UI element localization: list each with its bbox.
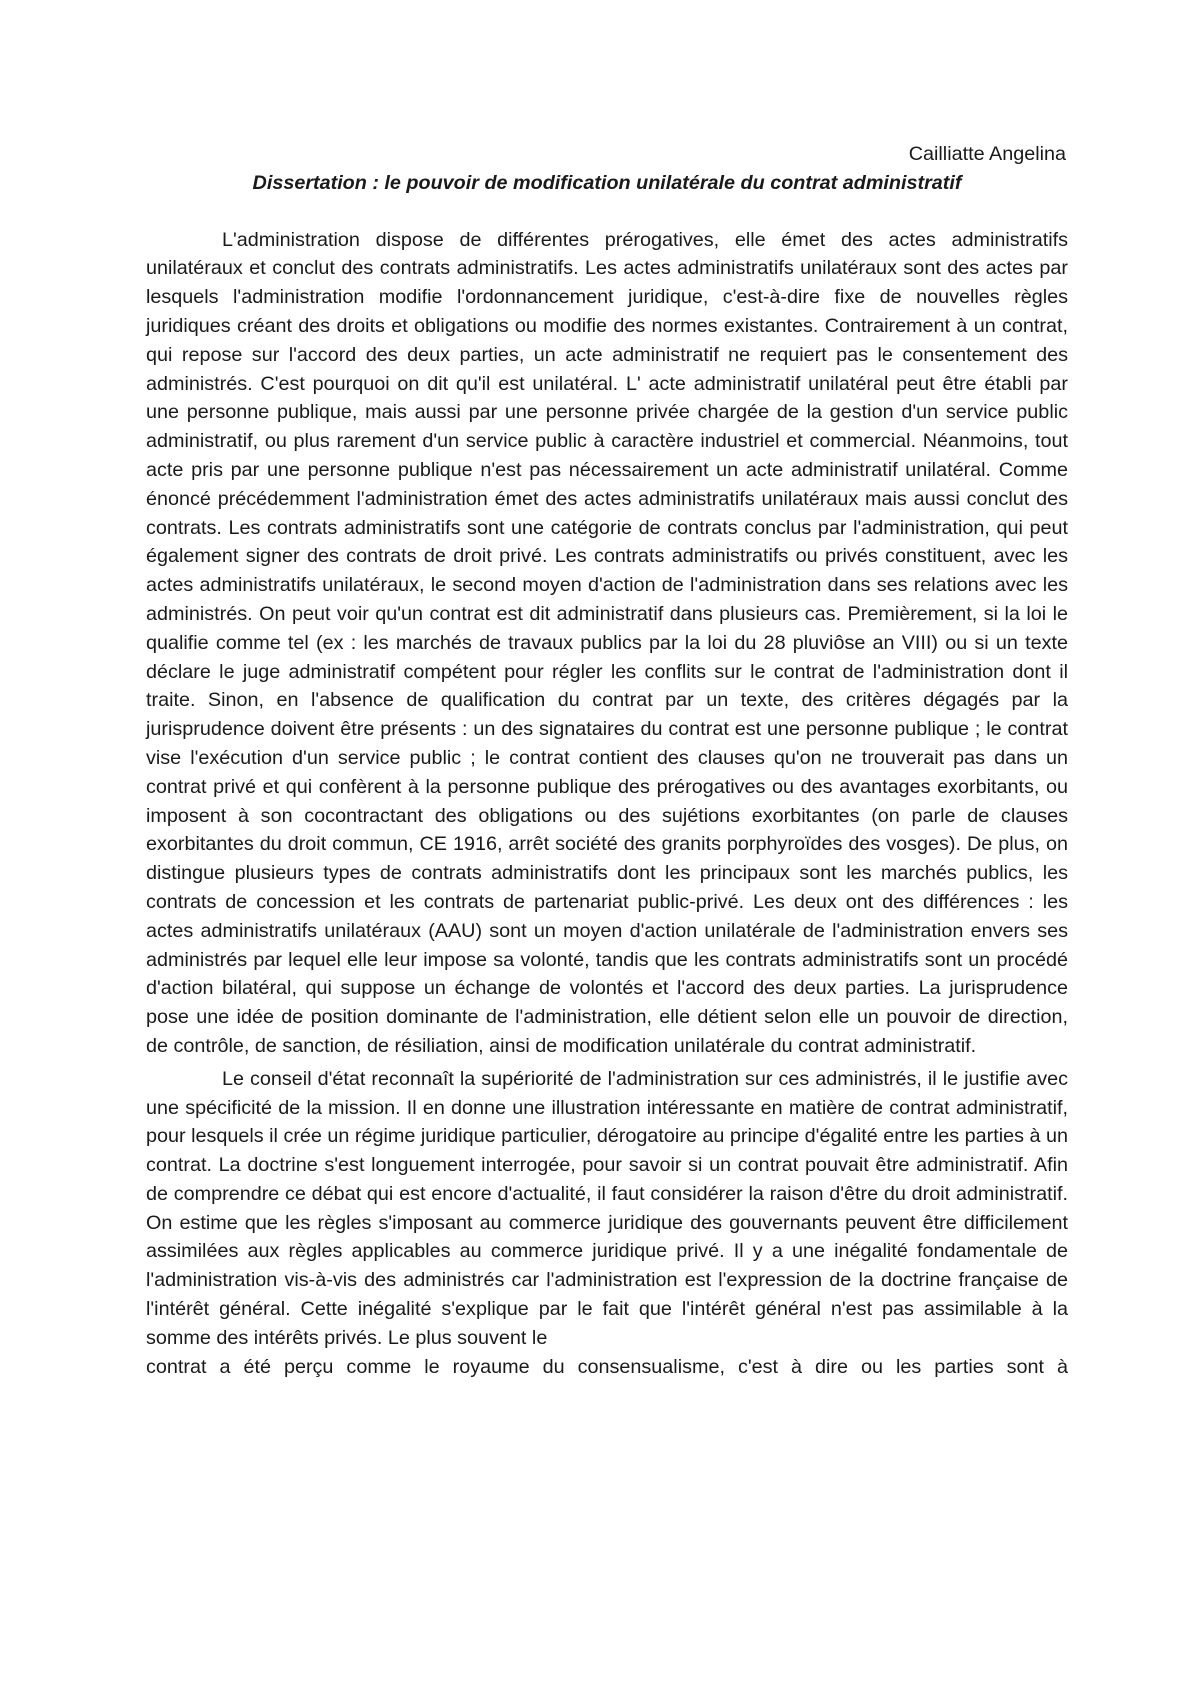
paragraph-continuation: contrat a été perçu comme le royaume du consensualisme, c'est à dire ou les parties sont à (146, 1355, 1068, 1378)
author-name: Cailliatte Angelina (908, 143, 1066, 165)
paragraph-conseil-etat: Le conseil d'état reconnaît la supériorité de l'administration sur ces administrés, il le justifie avec une spécificité de la mission. Il en donne une illustration intéressante en matière de contrat administratif, pour lesquels il crée un régime juridique particulier, dérogatoire au principe d'égalité entre les parties à un contrat. La doctrine s'est longuement interrogée, pour savoir si un contrat pouvait être administratif. Afin de comprendre ce débat qui est encore d'actualité, il faut considérer la raison d'être du droit administratif. On estime que les règles s'imposant au commerce juridique des gouvernants peuvent être difficilement assimilées aux règles applicables au commerce juridique privé. Il y a une inégalité fondamentale de l'administration vis-à-vis des administrés car l'administration est l'expression de la doctrine française de l'intérêt général. Cette inégalité s'explique par le fait que l'intérêt général n'est pas assimilable à la somme des intérêts privés. Le plus souvent le (146, 1067, 1068, 1349)
document-page (146, 140, 1068, 1381)
paragraph-introduction: L'administration dispose de différentes prérogatives, elle émet des actes administratifs unilatéraux et conclut des contrats administratifs. Les actes administratifs unilatéraux sont des actes par lesquels l'administration modifie l'ordonnancement juridique, c'est-à-dire fixe de nouvelles règles juridiques créant des droits et obligations ou modifie des normes existantes. Contrairement à un contrat, qui repose sur l'accord des deux parties, un acte administratif ne requiert pas le consentement des administrés. C'est pourquoi on dit qu'il est unilatéral. L' acte administratif unilatéral peut être établi par une personne publique, mais aussi par une personne privée chargée de la gestion d'un service public administratif, ou plus rarement d'un service public à caractère industriel et commercial. Néanmoins, tout acte pris par une personne publique n'est pas nécessairement un acte administratif unilatéral. Comme énoncé précédemment l'administration émet des actes administratifs unilatéraux mais aussi conclut des contrats. Les contrats administratifs sont une catégorie de contrats conclus par l'administration, qui peut également signer des contrats de droit privé. Les contrats administratifs ou privés constituent, avec les actes administratifs unilatéraux, le second moyen d'action de l'administration dans ses relations avec les administrés. On peut voir qu'un contrat est dit administratif dans plusieurs cas. Premièrement, si la loi le qualifie comme tel (ex : les marchés de travaux publics par la loi du 28 pluviôse an VIII) ou si un texte déclare le juge administratif compétent pour régler les conflits sur le contrat de l'administration dont il traite. Sinon, en l'absence de qualification du contrat par un texte, des critères dégagés par la jurisprudence doivent être présents : un des signataires du contrat est une personne publique ; le contrat vise l'exécution d'un service public ; le contrat contient des clauses qu'on ne trouverait pas dans un contrat privé et qui confèrent à la personne publique des prérogatives ou des avantages exorbitants, ou imposent à son cocontractant des obligations ou des sujétions exorbitantes (on parle de clauses exorbitantes du droit commun, CE 1916, arrêt société des granits porphyroïdes des vosges). De plus, on distingue plusieurs types de contrats administratifs dont les principaux sont les marchés publics, les contrats de concession et les contrats de partenariat public-privé. Les deux ont des différences : les actes administratifs unilatéraux (AAU) sont un moyen d'action unilatérale de l'administration envers ses administrés par lequel elle leur impose sa volonté, tandis que les contrats administratifs sont un procédé d'action bilatéral, qui suppose un échange de volontés et l'accord des deux parties. La jurisprudence pose une idée de position dominante de l'administration, elle détient selon elle un pouvoir de direction, de contrôle, de sanction, de résiliation, ainsi de modification unilatérale du contrat administratif. (146, 228, 1068, 1057)
document-title: Dissertation : le pouvoir de modification unilatérale du contrat administratif (252, 171, 962, 194)
